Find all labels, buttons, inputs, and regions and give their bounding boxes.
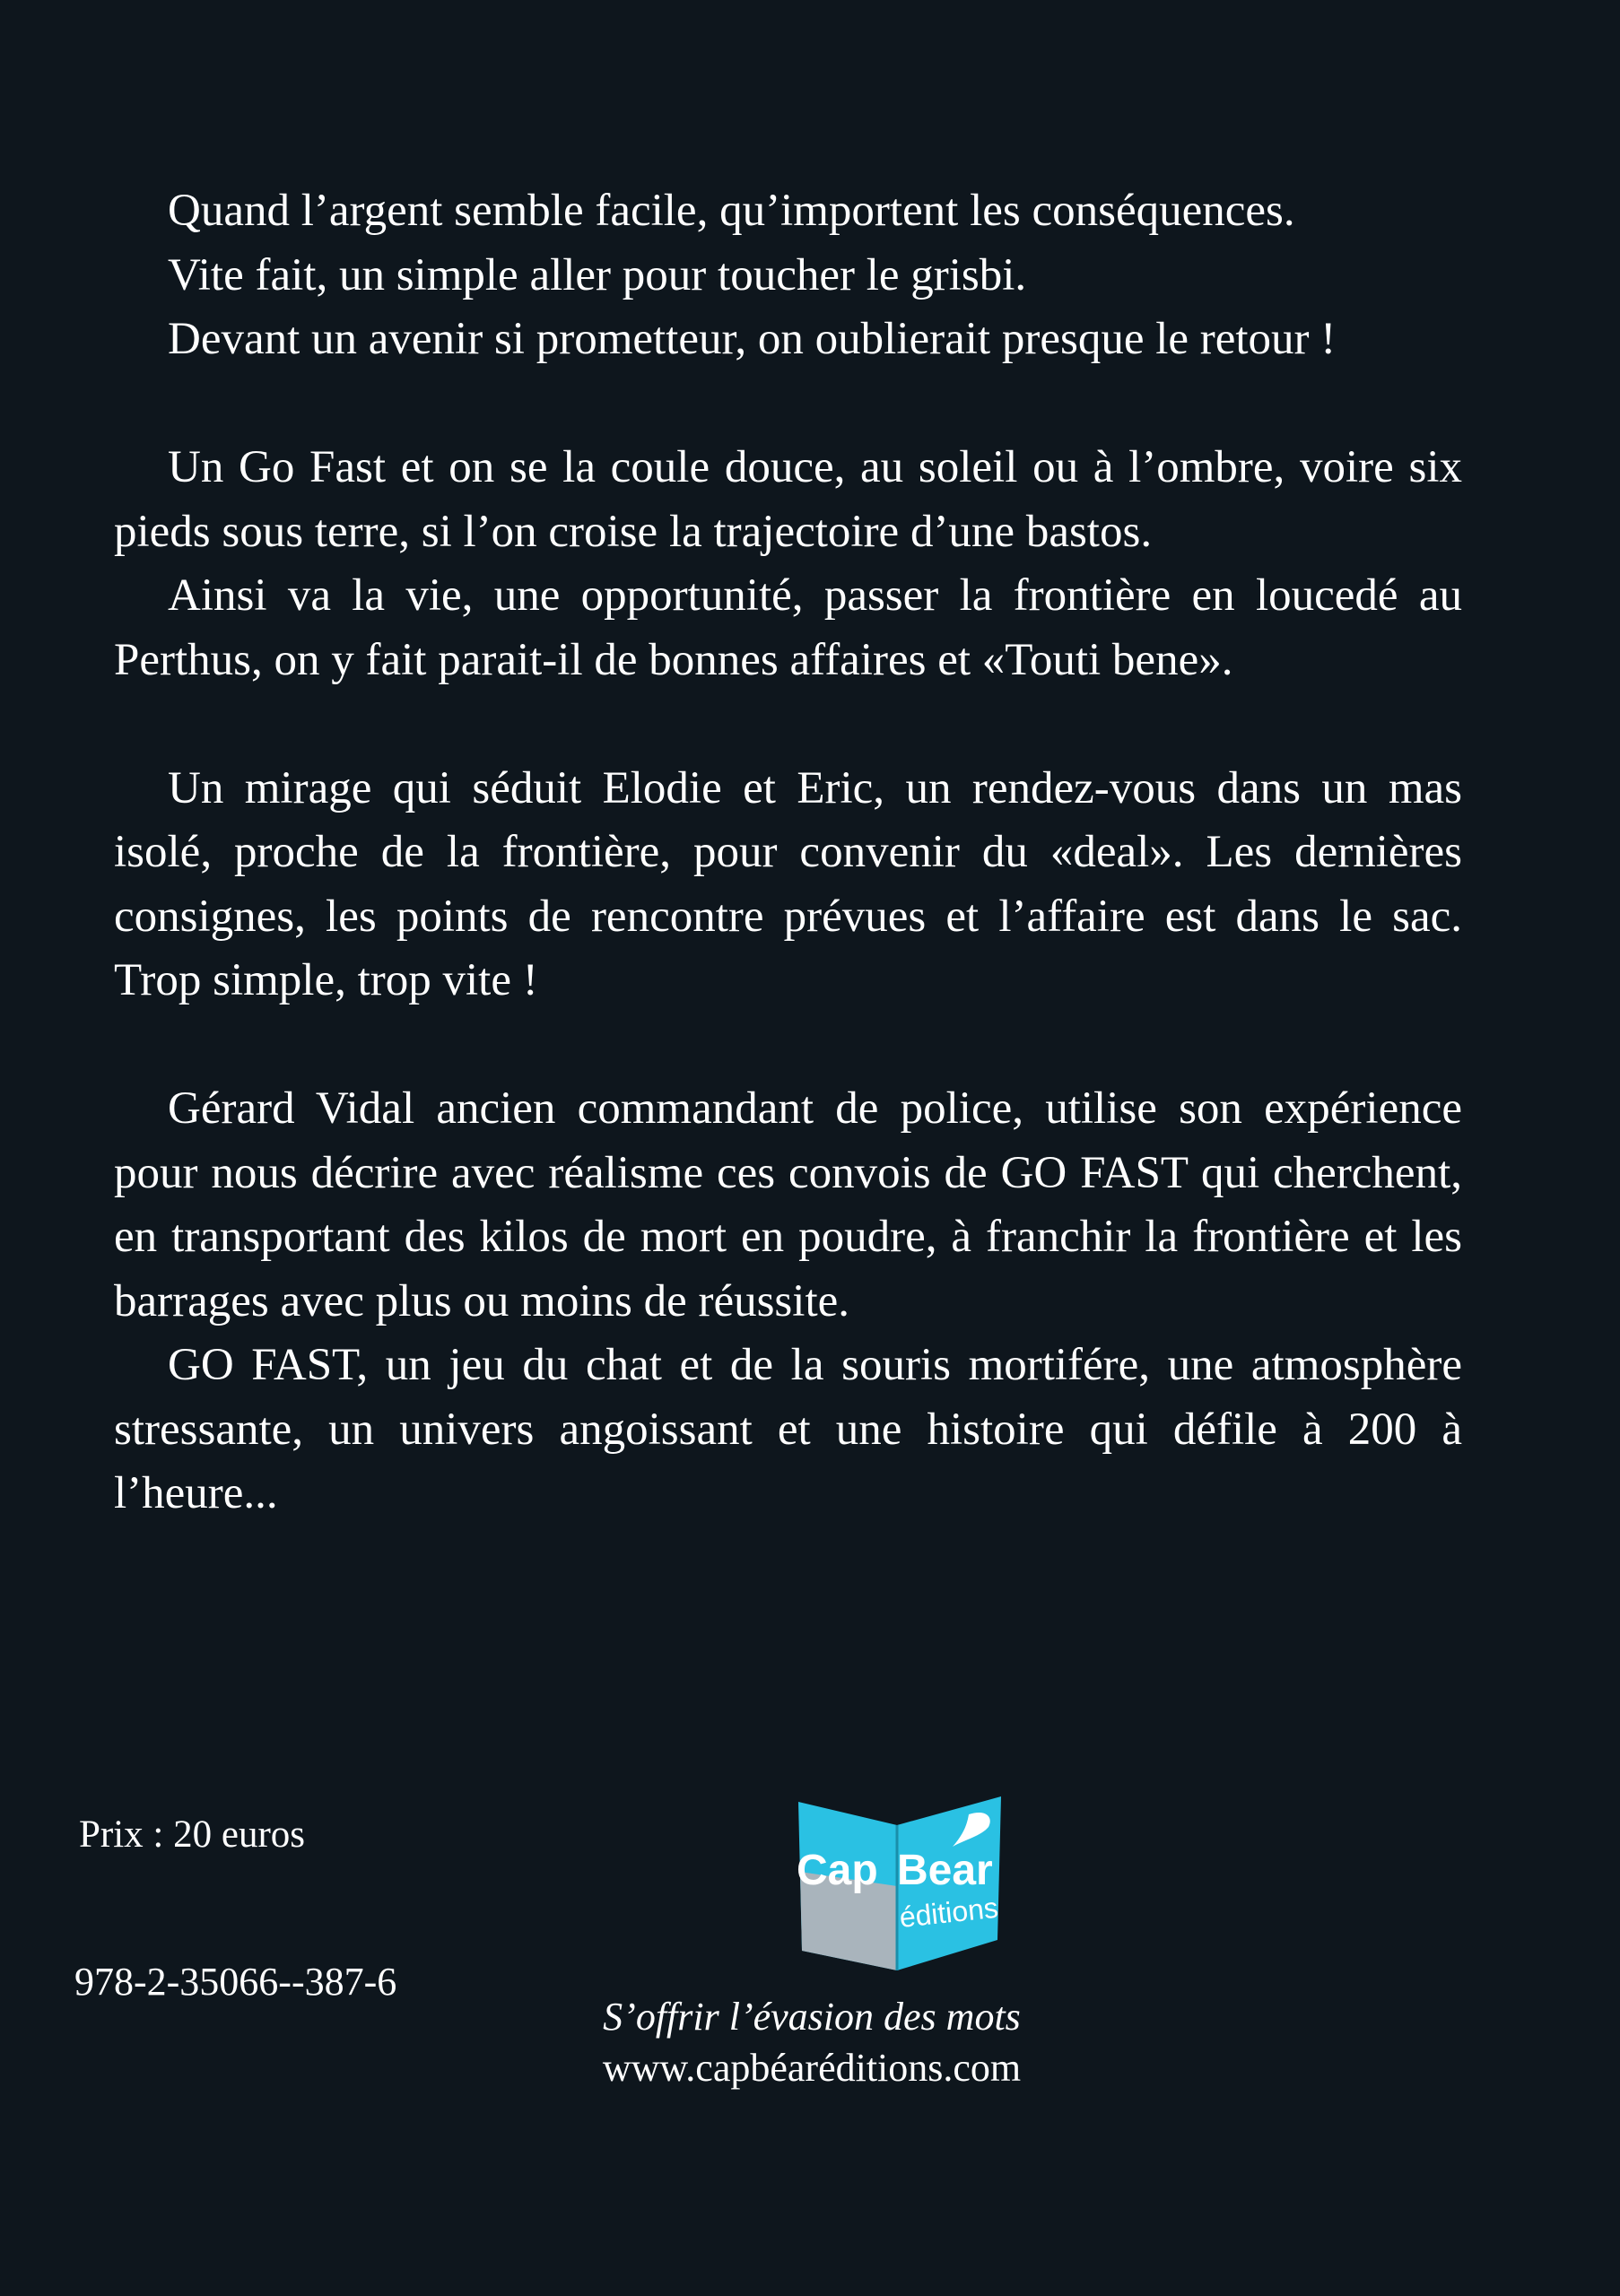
isbn-number: 978-2-35066--387-6	[74, 1960, 397, 2004]
blurb-paragraph-8: GO FAST, un jeu du chat et de la souris mortifére, une atmosphère stressante, un univers angoissant et une histoire qui défile à 200 à l’heure...	[114, 1340, 1462, 1518]
paragraph-spacer	[114, 372, 1462, 437]
logo-word-editions: éditions	[897, 1891, 1000, 1934]
blurb-paragraph-1: Quand l’argent semble facile, qu’importent les conséquences.	[168, 186, 1295, 236]
paragraph-spacer	[114, 692, 1462, 757]
logo-word-bear: Bear	[897, 1847, 993, 1894]
blurb-paragraph-6: Un mirage qui séduit Elodie et Eric, un rendez-vous dans un mas isolé, proche de la frontière, pour convenir du «deal». Les dernières consignes, les points de rencontre prévues et l’affaire est dans le sac. Trop simple, trop vite !	[114, 762, 1462, 1005]
publisher-tagline: S’offrir l’évasion des mots	[603, 1995, 1021, 2039]
publisher-logo	[789, 1789, 1014, 1978]
blurb-paragraph-7: Gérard Vidal ancien commandant de police, utilise son expérience pour nous décrire avec réalisme ces convois de GO FAST qui cherchent, en transportant des kilos de mort en poudre, à franchir la frontière et les barrages avec plus ou moins de réussite.	[114, 1083, 1462, 1326]
blurb-paragraph-5: Ainsi va la vie, une opportunité, passer la frontière en loucedé au Perthus, on y fait parait-il de bonnes affaires et «Touti bene».	[114, 570, 1462, 685]
open-book-icon	[789, 1789, 1014, 1978]
price-label: Prix : 20 euros	[79, 1813, 306, 1856]
blurb-paragraph-3: Devant un avenir si prometteur, on oublierait presque le retour !	[168, 314, 1337, 364]
logo-word-cap: Cap	[797, 1847, 878, 1894]
publisher-website: www.capbéaréditions.com	[602, 2046, 1022, 2090]
paragraph-spacer	[114, 1013, 1462, 1078]
back-cover-blurb	[114, 179, 1462, 1526]
blurb-paragraph-4: Un Go Fast et on se la coule douce, au soleil ou à l’ombre, voire six pieds sous terre, si l’on croise la trajectoire d’une bastos.	[114, 442, 1462, 557]
blurb-paragraph-2: Vite fait, un simple aller pour toucher le grisbi.	[168, 249, 1027, 300]
